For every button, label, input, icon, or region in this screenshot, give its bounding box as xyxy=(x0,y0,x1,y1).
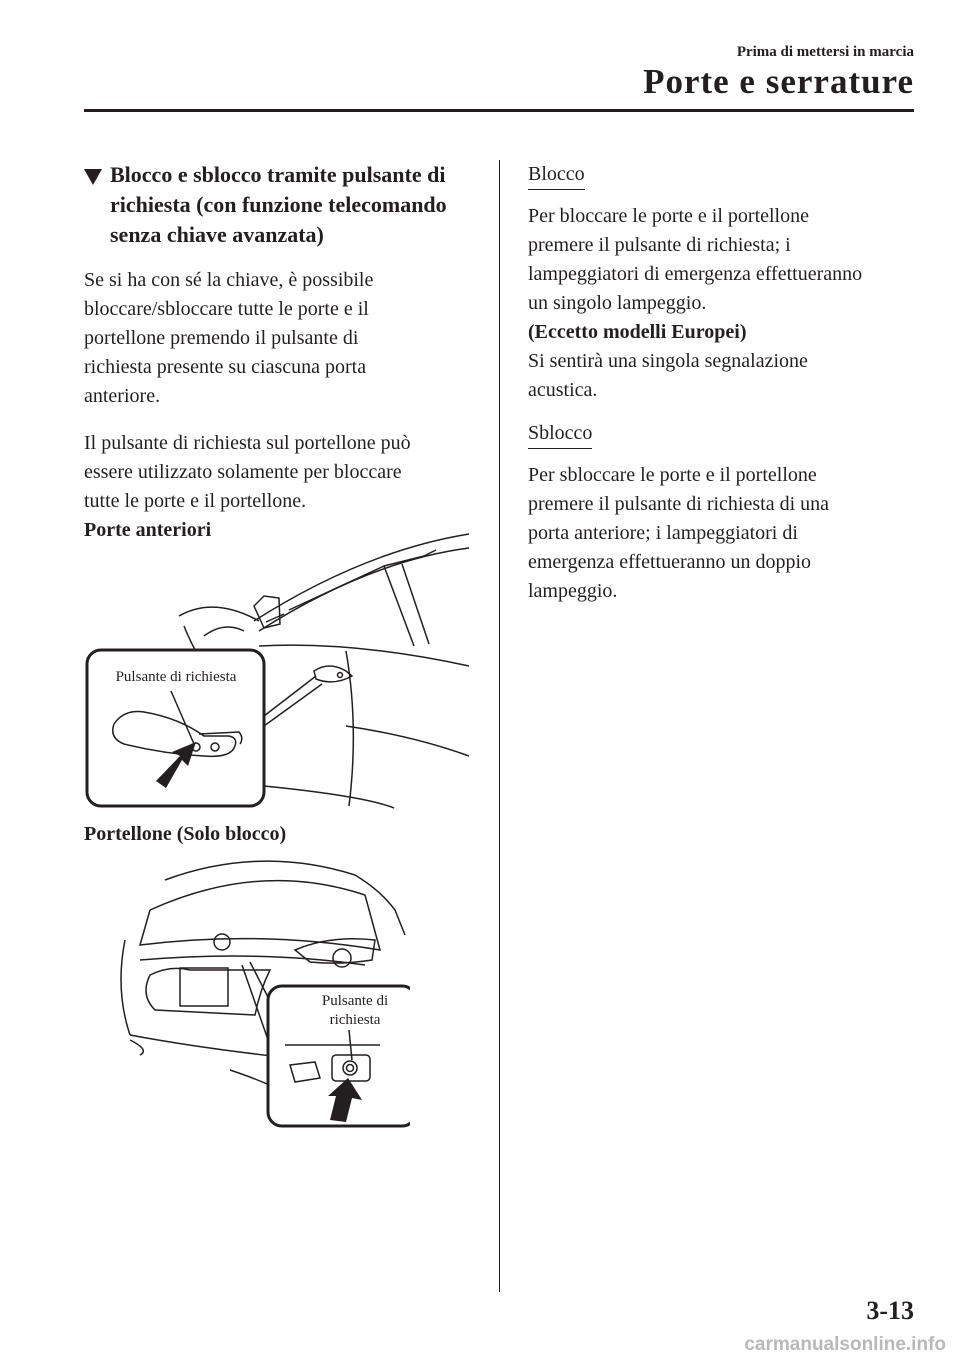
tailgate-illustration xyxy=(110,850,410,1130)
lock-paragraph: Per bloccare le porte e il portellone premere il pulsante di richiesta; i lampeggiatori di emergenza effettueranno un singolo lampeggio. xyxy=(528,205,863,314)
watermark: carmanualsonline.info xyxy=(744,1334,946,1355)
column-divider xyxy=(499,160,500,1292)
tailgate-figure xyxy=(110,850,410,1130)
figure-callout-label: Pulsante di richiesta xyxy=(96,668,256,687)
front-doors-label: Porte anteriori xyxy=(84,519,212,541)
lock-subheading: Blocco xyxy=(528,160,585,190)
except-label: (Eccetto modelli Europei) xyxy=(528,321,747,343)
unlock-paragraph: Per sbloccare le porte e il portellone premere il pulsante di richiesta di una porta anteriore; i lampeggiatori di emergenza effettueranno un doppio lampeggio. xyxy=(528,464,830,602)
left-column xyxy=(84,160,484,545)
figure-callout-label: Pulsante di richiesta xyxy=(290,992,420,1030)
except-paragraph: Si sentirà una singola segnalazione acustica. xyxy=(528,350,808,401)
header-rule xyxy=(84,109,914,112)
paragraph-intro: Se si ha con sé la chiave, è possibile bloccare/sbloccare tutte le porte e il portellone premendo il pulsante di richiesta presente su ciascuna porta anteriore. xyxy=(84,269,374,407)
page-title: Porte e serrature xyxy=(643,62,914,101)
heading-line: richiesta (con funzione telecomando xyxy=(110,192,447,217)
section-heading xyxy=(84,160,484,250)
heading-line: senza chiave avanzata) xyxy=(110,222,324,247)
tailgate-label: Portellone (Solo blocco) xyxy=(84,823,287,845)
right-column xyxy=(528,160,918,606)
front-door-figure xyxy=(84,526,474,811)
section-label: Prima di mettersi in marcia xyxy=(736,44,914,60)
triangle-bullet-icon xyxy=(84,169,102,185)
page-number: 3-13 xyxy=(866,1296,914,1325)
heading-line: Blocco e sblocco tramite pulsante di xyxy=(110,162,446,187)
paragraph-tailgate: Il pulsante di richiesta sul portellone può essere utilizzato solamente per bloccare tutte le porte e il portellone. xyxy=(84,432,411,512)
unlock-subheading: Sblocco xyxy=(528,419,592,449)
